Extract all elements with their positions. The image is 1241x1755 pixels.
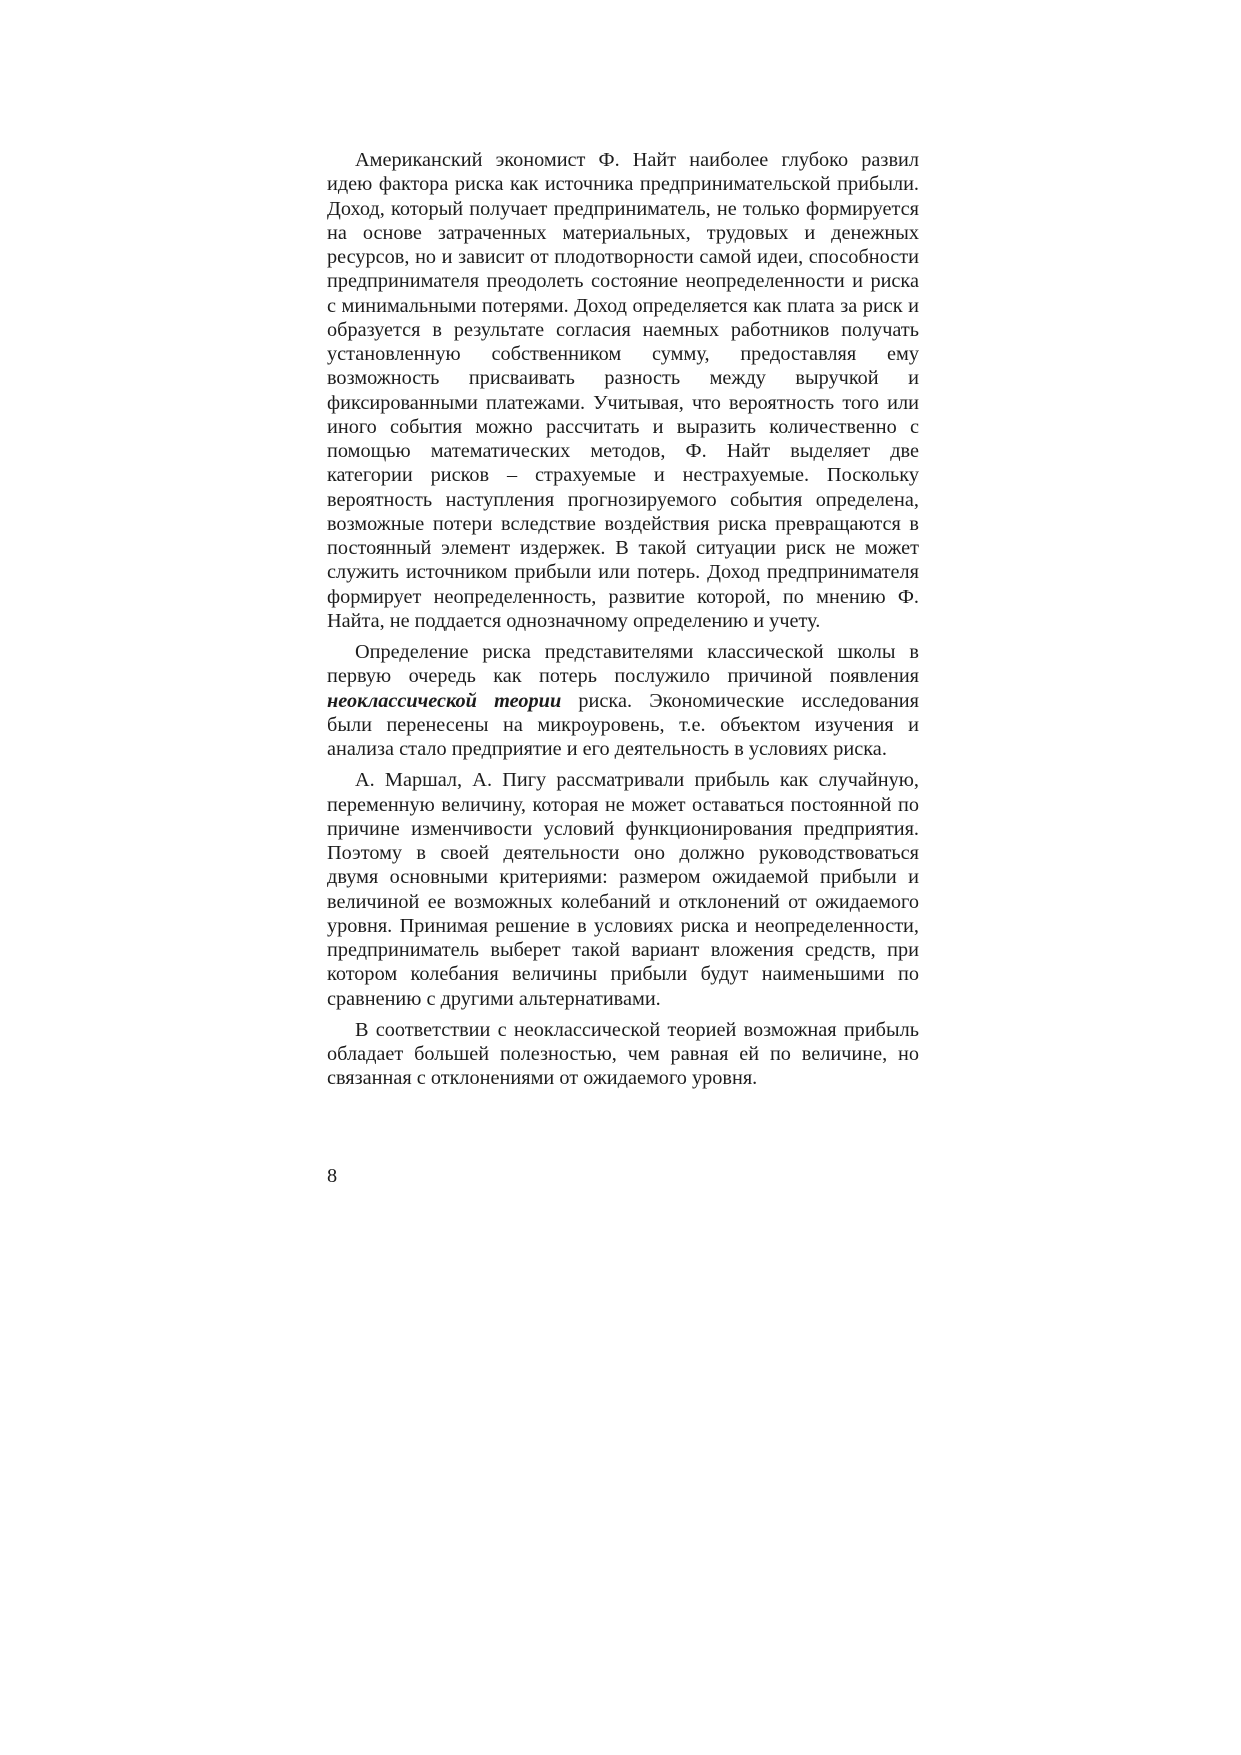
paragraph-text: риска. Экономические исследования были перенесены на микроуровень, т.е. объектом изучения и анализа стало предприятие и его деятельность в условиях риска. [327,689,919,760]
page-number: 8 [327,1165,338,1187]
emphasized-term: неоклассической теории [327,689,562,712]
paragraph-marshall-pigou: А. Маршал, А. Пигу рассматривали прибыль как случайную, переменную величину, которая не может оставаться постоянной по причине изменчивости условий функционирования предприятия. Поэтому в своей деятельности оно должно руководствоваться двумя основными критериями: размером ожидаемой прибыли и величиной ее возможных колебаний и отклонений от ожидаемого уровня. Принимая решение в условиях риска и неопределенности, предприниматель выберет такой вариант вложения средств, при котором колебания величины прибыли будут наименьшими по сравнению с другими альтернативами. [327,769,919,1010]
paragraph-neoclassical [327,640,919,761]
paragraph-knight: Американский экономист Ф. Найт наиболее глубоко развил идею фактора риска как источника предпринимательской прибыли. Доход, который получает предприниматель, не только формируется на основе затраченных материальных, трудовых и денежных ресурсов, но и зависит от плодотворности самой идеи, способности предпринимателя преодолеть состояние неопределенности и риска с минимальными потерями. Доход определяется как плата за риск и образуется в результате согласия наемных работников получать установленную собственником сумму, предоставляя ему возможность присваивать разность между выручкой и фиксированными платежами. Учитывая, что вероятность того или иного события можно рассчитать и выразить количественно с помощью математических методов, Ф. Найт выделяет две категории рисков – страхуемые и нестрахуемые. Поскольку вероятность наступления прогнозируемого события определена, возможные потери вследствие воздействия риска превращаются в постоянный элемент издержек. В такой ситуации риск не может служить источником прибыли или потерь. Доход предпринимателя формирует неопределенность, развитие которой, по мнению Ф. Найта, не поддается однозначному определению и учету. [327,149,919,632]
page-body [327,148,919,1091]
paragraph-text: Определение риска представителями классической школы в первую очередь как потерь послужило причиной появления [327,641,919,688]
paragraph-utility: В соответствии с неоклассической теорией возможная прибыль обладает большей полезностью, чем равная ей по величине, но связанная с отклонениями от ожидаемого уровня. [327,1018,919,1090]
